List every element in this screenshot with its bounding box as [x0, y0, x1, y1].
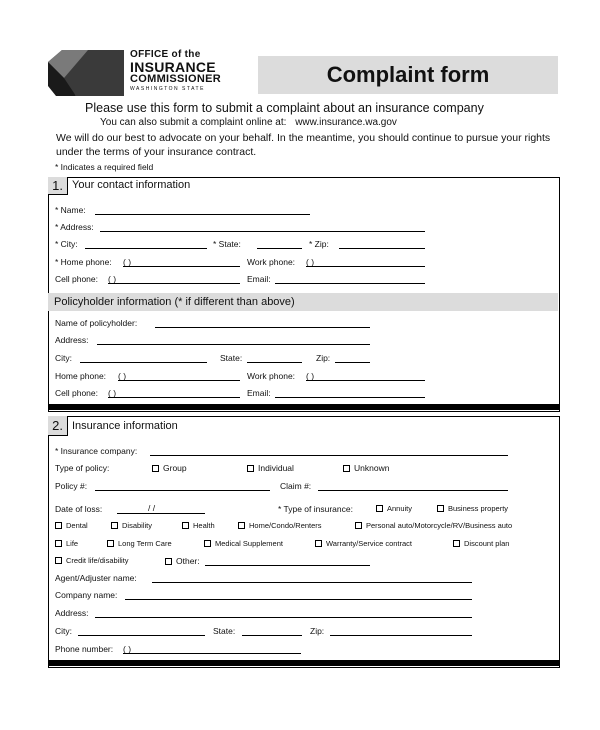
logo-line4: WASHINGTON STATE	[130, 86, 205, 92]
policyholder-cell-phone-field[interactable]	[108, 397, 240, 398]
logo-line1: OFFICE of the	[130, 49, 201, 60]
intro-line2	[100, 117, 397, 128]
work-phone-field[interactable]	[306, 266, 425, 267]
agent-city-label: City:	[55, 626, 72, 636]
logo-line3: COMMISSIONER	[130, 73, 221, 85]
policyholder-address-label: Address:	[55, 335, 89, 345]
checkbox[interactable]	[204, 540, 211, 547]
agent-phone-paren: ( )	[123, 644, 132, 654]
logo-text	[130, 50, 221, 92]
policyholder-cell-phone-label: Cell phone:	[55, 388, 99, 398]
checkbox[interactable]	[247, 465, 254, 472]
zip-label: * Zip:	[309, 239, 329, 249]
insurance-type-personal-auto[interactable]: Personal auto/Motorcycle/RV/Business auto	[355, 521, 512, 530]
checkbox[interactable]	[315, 540, 322, 547]
home-phone-paren: ( )	[123, 257, 132, 267]
insurance-type-home[interactable]: Home/Condo/Renters	[238, 521, 322, 530]
city-label: * City:	[55, 239, 78, 249]
insurance-type-discount-plan[interactable]: Discount plan	[453, 539, 509, 548]
logo-line2: INSURANCE	[130, 59, 216, 75]
agent-state-field[interactable]	[242, 635, 302, 636]
address-field[interactable]	[100, 231, 425, 232]
insurance-type-dental[interactable]: Dental	[55, 521, 88, 530]
section2-title: Insurance information	[72, 420, 178, 432]
name-field[interactable]	[95, 214, 310, 215]
policyholder-work-phone-field[interactable]	[306, 380, 425, 381]
city-field[interactable]	[85, 248, 207, 249]
policyholder-name-label: Name of policyholder:	[55, 318, 138, 328]
policyholder-city-field[interactable]	[80, 362, 207, 363]
checkbox[interactable]	[182, 522, 189, 529]
policyholder-header: Policyholder information (* if different than above)	[48, 293, 558, 311]
agent-phone-label: Phone number:	[55, 644, 114, 654]
claim-number-field[interactable]	[318, 490, 508, 491]
policyholder-name-field[interactable]	[155, 327, 370, 328]
policyholder-address-field[interactable]	[97, 344, 370, 345]
agent-phone-field[interactable]	[123, 653, 301, 654]
agent-address-label: Address:	[55, 608, 89, 618]
insurance-type-warranty[interactable]: Warranty/Service contract	[315, 539, 412, 548]
policyholder-work-phone-paren: ( )	[306, 371, 315, 381]
section1-bottom-bar	[48, 404, 559, 410]
insurance-type-disability[interactable]: Disability	[111, 521, 152, 530]
work-phone-label: Work phone:	[247, 257, 296, 267]
agent-name-label: Agent/Adjuster name:	[55, 573, 137, 583]
policyholder-home-phone-field[interactable]	[118, 380, 240, 381]
insurance-type-medical-supplement[interactable]: Medical Supplement	[204, 539, 283, 548]
email-field[interactable]	[275, 283, 425, 284]
other-field[interactable]	[205, 565, 370, 566]
checkbox[interactable]	[107, 540, 114, 547]
agent-name-field[interactable]	[152, 582, 472, 583]
date-of-loss-slashes: / /	[148, 503, 156, 513]
checkbox[interactable]	[55, 540, 62, 547]
agent-state-label: State:	[213, 626, 236, 636]
section2-number: 2.	[48, 416, 68, 436]
home-phone-field[interactable]	[123, 266, 240, 267]
agent-zip-field[interactable]	[330, 635, 472, 636]
policyholder-home-phone-paren: ( )	[118, 371, 127, 381]
checkbox[interactable]	[55, 522, 62, 529]
cell-phone-label: Cell phone:	[55, 274, 99, 284]
agent-zip-label: Zip:	[310, 626, 325, 636]
date-of-loss-field[interactable]	[117, 513, 205, 514]
home-phone-label: * Home phone:	[55, 257, 112, 267]
state-field[interactable]	[257, 248, 302, 249]
name-label: * Name:	[55, 205, 86, 215]
agent-address-field[interactable]	[95, 617, 472, 618]
checkbox[interactable]	[238, 522, 245, 529]
checkbox[interactable]	[165, 558, 172, 565]
policy-type-label: Type of policy:	[55, 463, 110, 473]
checkbox[interactable]	[437, 505, 444, 512]
checkbox[interactable]	[343, 465, 350, 472]
cell-phone-field[interactable]	[108, 283, 240, 284]
insurance-type-life[interactable]: Life	[55, 539, 78, 548]
checkbox[interactable]	[111, 522, 118, 529]
work-phone-paren: ( )	[306, 257, 315, 267]
checkbox[interactable]	[152, 465, 159, 472]
policy-type-group[interactable]: Group	[152, 463, 187, 473]
commissioner-logo-icon	[48, 50, 124, 96]
insurance-company-label: * Insurance company:	[55, 446, 138, 456]
checkbox[interactable]	[355, 522, 362, 529]
policyholder-home-phone-label: Home phone:	[55, 371, 107, 381]
policyholder-work-phone-label: Work phone:	[247, 371, 296, 381]
email-label: Email:	[247, 274, 271, 284]
policy-type-unknown[interactable]: Unknown	[343, 463, 389, 473]
policyholder-city-label: City:	[55, 353, 72, 363]
policy-number-label: Policy #:	[55, 481, 88, 491]
policy-number-field[interactable]	[95, 490, 270, 491]
insurance-type-business-property[interactable]: Business property	[437, 504, 508, 513]
intro-line2-prefix: You can also submit a complaint online at:	[100, 117, 287, 128]
date-of-loss-label: Date of loss:	[55, 504, 103, 514]
company-name-field[interactable]	[125, 599, 472, 600]
state-label: * State:	[213, 239, 241, 249]
company-name-label: Company name:	[55, 590, 118, 600]
checkbox[interactable]	[376, 505, 383, 512]
policyholder-email-field[interactable]	[275, 397, 425, 398]
zip-field[interactable]	[339, 248, 425, 249]
section2-bottom-bar	[48, 660, 559, 666]
cell-phone-paren: ( )	[108, 274, 117, 284]
insurance-type-credit-life[interactable]: Credit life/disability	[55, 556, 129, 565]
form-title: Complaint form	[258, 56, 558, 94]
insurance-type-annuity[interactable]: Annuity	[376, 504, 412, 513]
policyholder-email-label: Email:	[247, 388, 271, 398]
insurance-type-health[interactable]: Health	[182, 521, 215, 530]
insurance-type-other[interactable]: Other:	[165, 556, 200, 566]
checkbox[interactable]	[453, 540, 460, 547]
section1-number: 1.	[48, 177, 68, 195]
policyholder-zip-field[interactable]	[335, 362, 370, 363]
insurance-type-label: * Type of insurance:	[278, 504, 353, 514]
section1-title: Your contact information	[72, 179, 191, 191]
website-link[interactable]: www.insurance.wa.gov	[295, 117, 397, 128]
policyholder-cell-phone-paren: ( )	[108, 388, 117, 398]
policyholder-zip-label: Zip:	[316, 353, 331, 363]
agent-city-field[interactable]	[78, 635, 205, 636]
claim-number-label: Claim #:	[280, 481, 312, 491]
intro-line1: Please use this form to submit a complaint about an insurance company	[85, 101, 484, 115]
policyholder-state-field[interactable]	[247, 362, 302, 363]
address-label: * Address:	[55, 222, 94, 232]
insurance-type-long-term-care[interactable]: Long Term Care	[107, 539, 172, 548]
policy-type-individual[interactable]: Individual	[247, 463, 294, 473]
intro-paragraph: We will do our best to advocate on your behalf. In the meantime, you should continue to pursue your rights under the terms of your insurance contract.	[56, 132, 551, 158]
policyholder-state-label: State:	[220, 353, 243, 363]
insurance-company-field[interactable]	[150, 455, 508, 456]
checkbox[interactable]	[55, 557, 62, 564]
required-note: * Indicates a required field	[55, 162, 154, 172]
